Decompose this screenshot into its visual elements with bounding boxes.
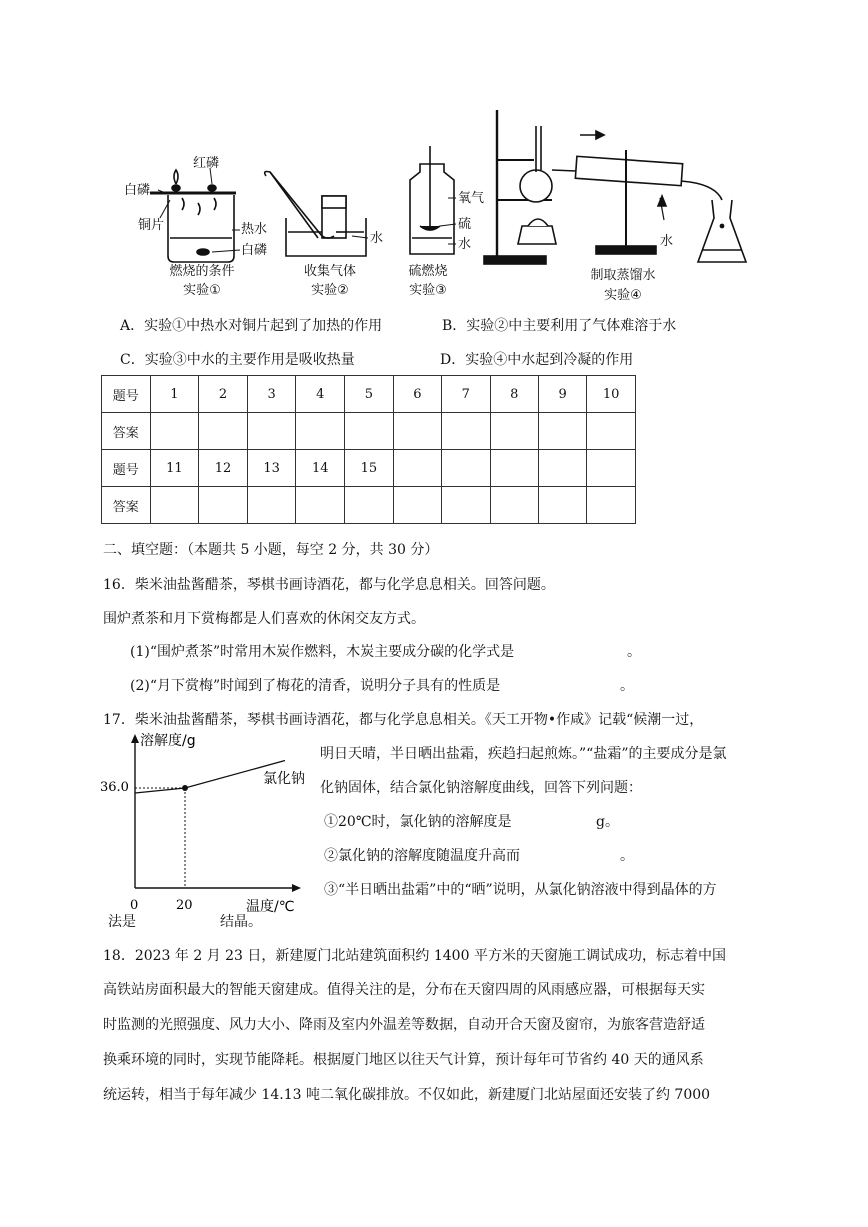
- table-cell: 3: [247, 376, 296, 413]
- x-axis-arrow: [292, 884, 301, 892]
- label-oxygen: 氧气: [458, 191, 485, 206]
- table-cell: 2: [199, 376, 248, 413]
- exp2-caption-title: 收集气体: [303, 264, 356, 279]
- table-row: [102, 413, 636, 450]
- chart-axes: [131, 734, 301, 892]
- chart-x-tick-label: 20: [176, 898, 193, 913]
- label-red-phosphorus: 红磷: [193, 156, 220, 171]
- table-cell: [393, 450, 441, 487]
- q17-last-b: 结晶。: [220, 914, 262, 930]
- table-row-header: 题号: [102, 376, 151, 413]
- q17-question1-end: g。: [596, 814, 619, 830]
- q17-last-a: 法是: [108, 914, 136, 930]
- label-exp4-water: 水: [660, 234, 674, 249]
- label-exp3-water: 水: [458, 237, 472, 252]
- exp4-caption-title: 制取蒸馏水: [590, 268, 656, 283]
- table-cell: 1: [150, 376, 199, 413]
- table-cell: [490, 450, 538, 487]
- data-point: [182, 785, 188, 791]
- label-hot-water: 热水: [241, 222, 268, 237]
- table-row: [102, 376, 636, 413]
- q18-line2: 高铁站房面积最大的智能天窗建成。值得关注的是，分布在天窗四周的风雨感应器，可根据每天实: [103, 982, 705, 998]
- table-row-header: 题号: [102, 450, 151, 487]
- option-b: B．实验②中主要利用了气体难溶于水: [442, 318, 677, 334]
- q16-stem: 16．柴米油盐酱醋茶，琴棋书画诗酒花，都与化学息息相关。回答问题。: [103, 577, 555, 593]
- table-cell: 10: [587, 376, 636, 413]
- exp1-caption-title: 燃烧的条件: [169, 264, 235, 279]
- exp3-caption-title: 硫燃烧: [408, 264, 448, 279]
- q17-line3: 化钠固体，结合氯化钠溶解度曲线，回答下列问题：: [320, 780, 642, 796]
- table-cell: 5: [345, 376, 394, 413]
- table-cell: [587, 450, 636, 487]
- label-sulfur: 硫: [458, 217, 472, 232]
- label-copper-plate: 铜片: [138, 218, 165, 233]
- table-row: [102, 487, 636, 524]
- answer-cell[interactable]: [442, 487, 490, 524]
- chart-ylabel: 溶解度/g: [140, 733, 196, 749]
- table-cell: 14: [296, 450, 345, 487]
- answer-cell[interactable]: [150, 487, 199, 524]
- exp4-apparatus: [484, 110, 746, 264]
- exp2-apparatus: [265, 172, 368, 257]
- option-c: C．实验③中水的主要作用是吸收热量: [120, 352, 355, 368]
- q16-part2-end: 。: [620, 678, 634, 694]
- q17-stem: 17．柴米油盐酱醋茶，琴棋书画诗酒花，都与化学息息相关。《天工开物•作咸》记载“候潮一过，: [103, 712, 704, 728]
- answer-table: [101, 375, 636, 524]
- q16-part1: (1)“围炉煮茶”时常用木炭作燃料，木炭主要成分碳的化学式是: [130, 644, 515, 660]
- section-heading: 二、填空题：（本题共 5 小题，每空 2 分，共 30 分）: [103, 542, 439, 558]
- table-cell: 12: [199, 450, 248, 487]
- q17-line2: 明日天晴，半日晒出盐霜，疾趋扫起煎炼。”“盐霜”的主要成分是氯: [320, 746, 727, 762]
- exp2-caption-number: 实验②: [311, 283, 349, 298]
- answer-cell[interactable]: [247, 487, 296, 524]
- answer-cell[interactable]: [490, 413, 538, 450]
- table-cell: 15: [345, 450, 394, 487]
- answer-cell[interactable]: [345, 413, 394, 450]
- option-a: A．实验①中热水对铜片起到了加热的作用: [120, 318, 383, 334]
- q17-question1: ①20℃时，氯化钠的溶解度是: [324, 814, 512, 830]
- answer-cell[interactable]: [296, 413, 345, 450]
- table-cell: 8: [490, 376, 538, 413]
- answer-cell[interactable]: [247, 413, 296, 450]
- q17-question2: ②氯化钠的溶解度随温度升高而: [324, 848, 520, 864]
- q16-part1-end: 。: [627, 644, 641, 660]
- chart-y-tick-label: 36.0: [100, 780, 129, 795]
- answer-cell[interactable]: [538, 487, 586, 524]
- solubility-chart: [100, 728, 315, 918]
- table-cell: [538, 450, 586, 487]
- label-exp2-water: 水: [370, 231, 384, 246]
- table-cell: 4: [296, 376, 345, 413]
- answer-cell[interactable]: [538, 413, 586, 450]
- table-row-header: 答案: [102, 413, 151, 450]
- answer-cell[interactable]: [587, 487, 636, 524]
- answer-cell[interactable]: [490, 487, 538, 524]
- q18-line3: 时监测的光照强度、风力大小、降雨及室内外温差等数据，自动开合天窗及窗帘，为旅客营造舒适: [103, 1017, 705, 1033]
- q17-question2-end: 。: [620, 848, 634, 864]
- q16-intro: 围炉煮茶和月下赏梅都是人们喜欢的休闲交友方式。: [103, 611, 425, 627]
- exp3-apparatus: [410, 146, 456, 254]
- y-axis-arrow: [131, 734, 139, 743]
- table-row-header: 答案: [102, 487, 151, 524]
- answer-cell[interactable]: [199, 413, 248, 450]
- table-cell: 6: [393, 376, 441, 413]
- option-d: D．实验④中水起到冷凝的作用: [440, 352, 634, 368]
- chart-xlabel: 温度/℃: [246, 899, 295, 915]
- table-cell: 9: [538, 376, 586, 413]
- label-white-phosphorus: 白磷: [124, 183, 151, 198]
- exp1-apparatus: [150, 168, 240, 262]
- answer-cell[interactable]: [296, 487, 345, 524]
- q18-line1: 18．2023 年 2 月 23 日，新建厦门北站建筑面积约 1400 平方米的天窗施工调试成功，标志着中国: [103, 948, 726, 964]
- table-cell: 7: [442, 376, 490, 413]
- table-cell: 11: [150, 450, 199, 487]
- answer-cell[interactable]: [587, 413, 636, 450]
- answer-cell[interactable]: [442, 413, 490, 450]
- q17-question3: ③“半日晒出盐霜”中的“晒”说明，从氯化钠溶液中得到晶体的方: [324, 882, 717, 898]
- answer-cell[interactable]: [393, 487, 441, 524]
- q16-part2: (2)“月下赏梅”时闻到了梅花的清香，说明分子具有的性质是: [130, 678, 501, 694]
- table-cell: [442, 450, 490, 487]
- exp4-caption-number: 实验④: [604, 288, 642, 303]
- chart-origin-label: 0: [130, 898, 139, 913]
- answer-cell[interactable]: [199, 487, 248, 524]
- answer-cell[interactable]: [393, 413, 441, 450]
- exp3-caption-number: 实验③: [409, 283, 447, 298]
- table-cell: 13: [247, 450, 296, 487]
- chart-series-label: 氯化钠: [263, 771, 305, 787]
- label-white-phosphorus-2: 白磷: [241, 243, 268, 258]
- answer-cell[interactable]: [150, 413, 199, 450]
- q18-line4: 换乘环境的同时，实现节能降耗。根据厦门地区以往天气计算，预计每年可节省约 40 天的通风系: [103, 1052, 704, 1068]
- exp1-caption-number: 实验①: [183, 283, 221, 298]
- q18-line5: 统运转，相当于每年减少 14.13 吨二氧化碳排放。不仅如此，新建厦门北站屋面还安装了约 7000: [103, 1087, 711, 1103]
- answer-cell[interactable]: [345, 487, 394, 524]
- table-row: [102, 450, 636, 487]
